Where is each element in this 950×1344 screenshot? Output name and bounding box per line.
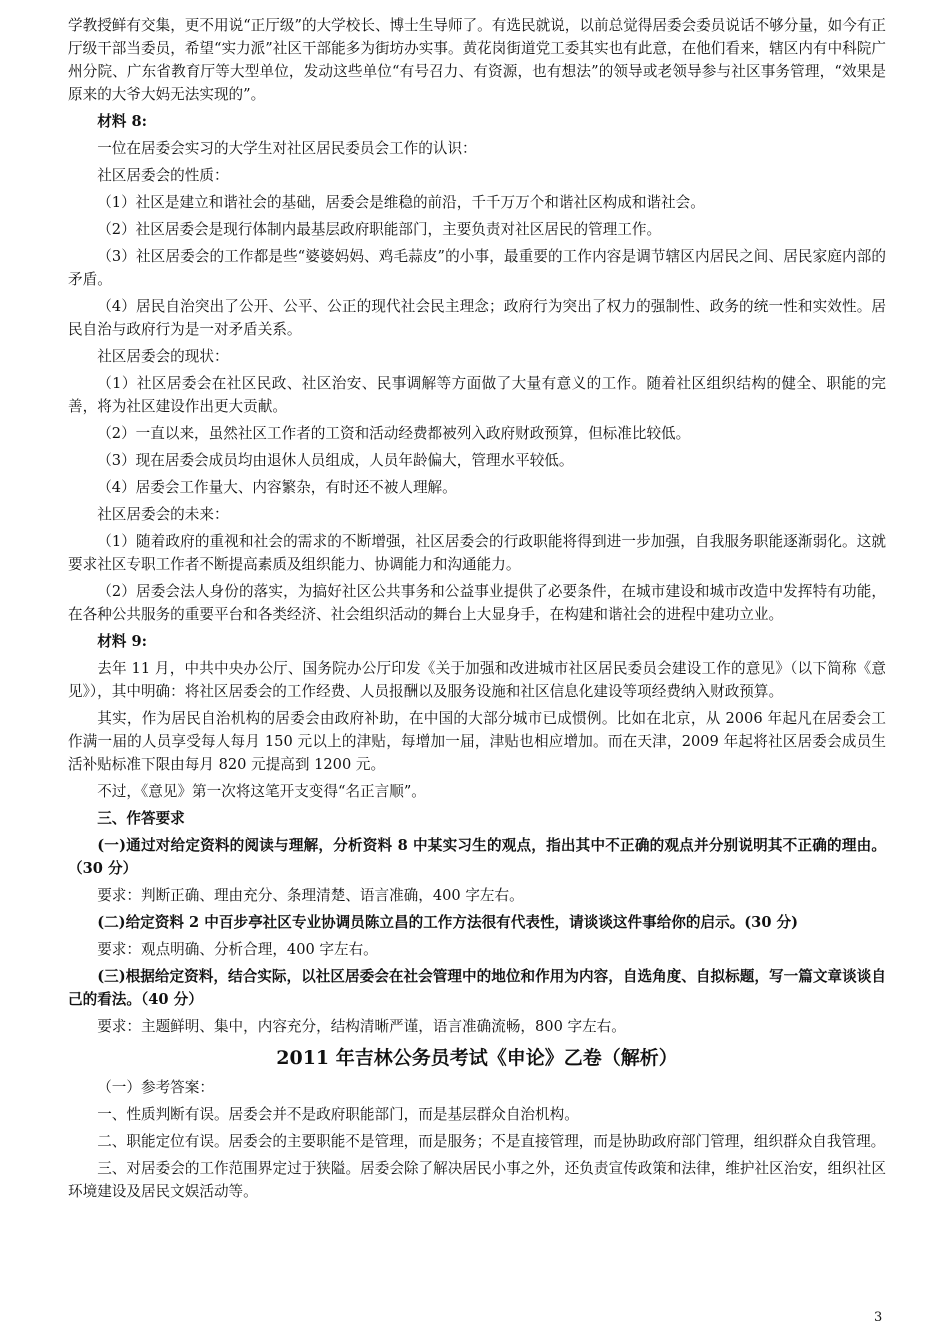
nature-item-3: （3）社区居委会的工作都是些“婆婆妈妈、鸡毛蒜皮”的小事，最重要的工作内容是调节辖区内居民之间、居民家庭内部的矛盾。	[68, 248, 886, 288]
nature-item-2: （2）社区居委会是现行体制内最基层政府职能部门，主要负责对社区居民的管理工作。	[97, 221, 662, 238]
nature-item-4: （4）居民自治突出了公开、公平、公正的现代社会民主理念；政府行为突出了权力的强制性、政务的统一性和实效性。居民自治与政府行为是一对矛盾关系。	[68, 298, 886, 338]
nature-heading: 社区居委会的性质：	[97, 167, 229, 184]
status-item-1: （1）社区居委会在社区民政、社区治安、民事调解等方面做了大量有意义的工作。随着社区组织结构的健全、职能的完善，将为社区建设作出更大贡献。	[68, 375, 886, 415]
answer-heading: （一）参考答案：	[97, 1079, 214, 1096]
future-item-1: （1）随着政府的重视和社会的需求的不断增强，社区居委会的行政职能将得到进一步加强，自我服务职能逐渐弱化。这就要求社区专职工作者不断提高素质及组织能力、协调能力和沟通能力。	[68, 533, 886, 573]
material-8-lead: 一位在居委会实习的大学生对社区居民委员会工作的认识：	[97, 140, 477, 157]
status-item-4: （4）居委会工作量大、内容繁杂，有时还不被人理解。	[97, 479, 457, 496]
material-9-heading: 材料 9:	[97, 633, 147, 650]
question-1-requirement: 要求：判断正确、理由充分、条理清楚、语言准确，400 字左右。	[97, 887, 524, 904]
section-title: 2011 年吉林公务员考试《申论》乙卷（解析）	[276, 1047, 678, 1069]
status-item-2: （2）一直以来，虽然社区工作者的工资和活动经费都被列入政府财政预算，但标准比较低。	[97, 425, 691, 442]
question-3: (三)根据给定资料，结合实际，以社区居委会在社会管理中的地位和作用为内容，自选角度、自拟标题，写一篇文章谈谈自己的看法。（40 分）	[68, 968, 886, 1008]
status-item-3: （3）现在居委会成员均由退休人员组成，人员年龄偏大，管理水平较低。	[97, 452, 574, 469]
document-page	[68, 14, 886, 1203]
question-3-requirement: 要求：主题鲜明、集中，内容充分，结构清晰严谨，语言准确流畅，800 字左右。	[97, 1018, 626, 1035]
material-9-paragraph-1: 去年 11 月，中共中央办公厅、国务院办公厅印发《关于加强和改进城市社区居民委员会建设工作的意见》（以下简称《意见》），其中明确：将社区居委会的工作经费、人员报酬以及服务设施和社区信息化建设等项经费纳入财政预算。	[68, 660, 886, 700]
material-9-paragraph-3: 不过，《意见》第一次将这笔开支变得“名正言顺”。	[97, 783, 426, 800]
future-item-2: （2）居委会法人身份的落实，为搞好社区公共事务和公益事业提供了必要条件，在城市建设和城市改造中发挥特有功能，在各种公共服务的重要平台和各类经济、社会组织活动的舞台上大显身手，在构建和谐社会的进程中建功立业。	[68, 583, 886, 623]
status-heading: 社区居委会的现状：	[97, 348, 229, 365]
question-2: (二)给定资料 2 中百步亭社区专业协调员陈立昌的工作方法很有代表性，请谈谈这件事给你的启示。(30 分)	[97, 914, 799, 931]
requirements-heading: 三、作答要求	[97, 810, 185, 827]
intro-paragraph: 学教授鲜有交集，更不用说“正厅级”的大学校长、博士生导师了。有选民就说，以前总觉得居委会委员说话不够分量，如今有正厅级干部当委员，希望“实力派”社区干部能多为街坊办实事。黄花岗街道党工委其实也有此意，在他们看来，辖区内有中科院广州分院、广东省教育厅等大型单位，发动这些单位“有号召力、有资源，也有想法”的领导或老领导参与社区事务管理，“效果是原来的大爷大妈无法实现的”。	[68, 17, 886, 103]
answer-item-3: 三、对居委会的工作范围界定过于狭隘。居委会除了解决居民小事之外，还负责宣传政策和法律，维护社区治安，组织社区环境建设及居民文娱活动等。	[68, 1160, 886, 1200]
page-number: 3	[874, 1310, 883, 1325]
material-9-paragraph-2: 其实，作为居民自治机构的居委会由政府补助，在中国的大部分城市已成惯例。比如在北京，从 2006 年起凡在居委会工作满一届的人员享受每人每月 150 元以上的津贴，每增加一届，津贴也相应增加。而在天津，2009 年起将社区居委会成员生活补贴标准下限由每月 820 元提高到 1200 元。	[68, 710, 886, 773]
answer-item-2: 二、职能定位有误。居委会的主要职能不是管理，而是服务；不是直接管理，而是协助政府部门管理，组织群众自我管理。	[97, 1133, 886, 1150]
answer-item-1: 一、性质判断有误。居委会并不是政府职能部门，而是基层群众自治机构。	[97, 1106, 579, 1123]
question-2-requirement: 要求：观点明确、分析合理，400 字左右。	[97, 941, 378, 958]
nature-item-1: （1）社区是建立和谐社会的基础，居委会是维稳的前沿，千千万万个和谐社区构成和谐社会。	[97, 194, 705, 211]
question-1: (一)通过对给定资料的阅读与理解，分析资料 8 中某实习生的观点，指出其中不正确的观点并分别说明其不正确的理由。（30 分）	[68, 837, 886, 877]
future-heading: 社区居委会的未来：	[97, 506, 229, 523]
material-8-heading: 材料 8:	[97, 113, 147, 130]
